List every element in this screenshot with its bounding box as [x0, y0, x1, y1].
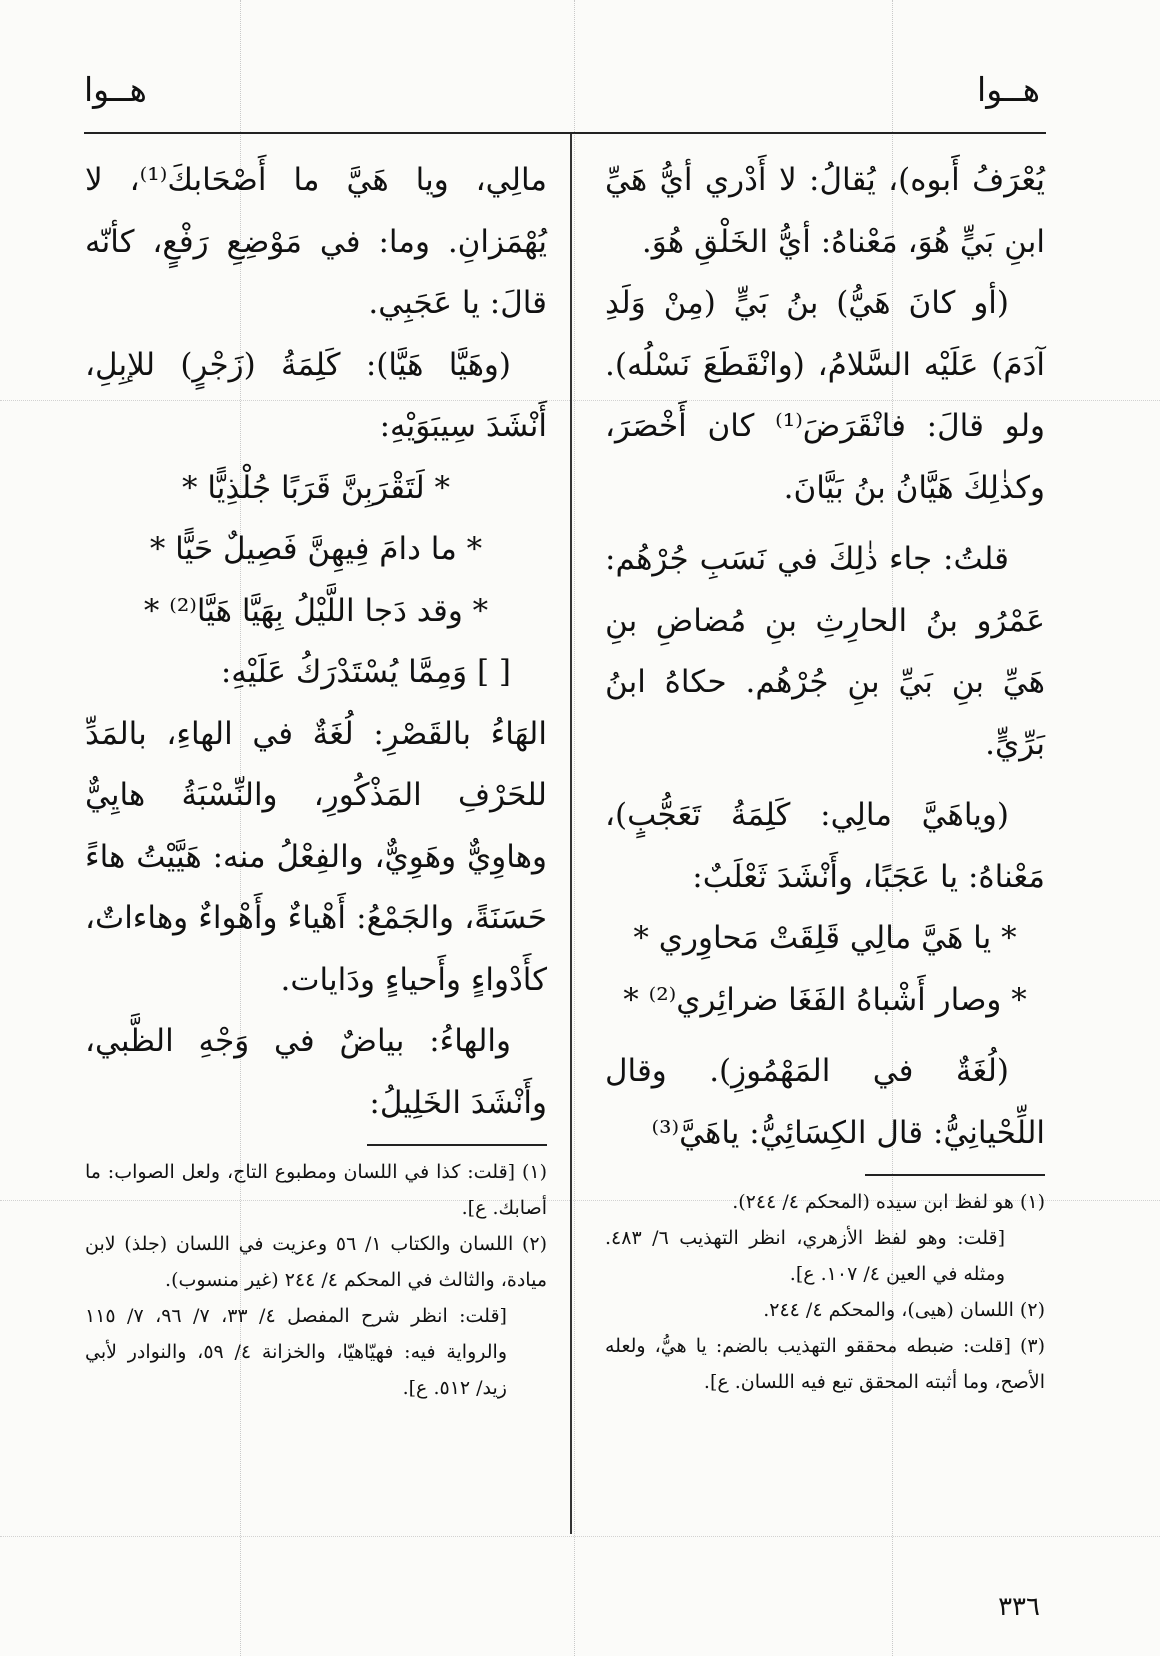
- left-column-body: [85, 150, 547, 1134]
- footnote: (٢) اللسان (هيى)، والمحكم ٤/ ٢٤٤.: [763, 1299, 1045, 1321]
- right-column: [605, 150, 1045, 1400]
- footnote: [قلت: وهو لفظ الأزهري، انظر التهذيب ٦/ ٤٨٣. ومثله في العين ٤/ ١٠٧. ع].: [605, 1227, 1005, 1285]
- paragraph: والهاءُ: بياضٌ في وَجْهِ الظَّبي، وأَنْشَدَ الخَلِيلُ:: [85, 1023, 547, 1121]
- footnote: (١) هو لفظ ابن سيده (المحكم ٤/ ٢٤٤).: [732, 1191, 1045, 1213]
- verse-line: * ما دامَ فِيهِنَّ فَصِيلٌ حَيًّا *: [149, 531, 483, 567]
- verse-line: * لَتَقْرَبِنَّ قَرَبًا جُلْذِيًّا *: [182, 469, 450, 506]
- right-column-body: [605, 150, 1045, 1164]
- footnote-rule: [865, 1174, 1045, 1176]
- scan-guide: [574, 0, 575, 1656]
- footnote: [قلت: انظر شرح المفصل ٤/ ٣٣، ٧/ ٩٦، ٧/ ١١٥ والرواية فيه: فهيّاهيّا، والخزانة ٤/ ٥٩، والنوادر لأبي زيد/ ٥١٢. ع].: [85, 1305, 507, 1399]
- scan-guide: [0, 1536, 1160, 1537]
- paragraph: الهَاءُ بالقَصْرِ: لُغَةٌ في الهاءِ، بالمَدِّ للحَرْفِ المَذْكُورِ، والنِّسْبَةُ هايِيٌّ وهاوِيٌّ وهَوِيٌّ، والفِعْلُ منه: هَيَّيْتُ هاءً حَسَنَةً، والجَمْعُ: أَهْياءٌ وأَهْواءٌ وهاءاتٌ، كأَدْواءٍ وأَحياءٍ ودَايات.: [85, 715, 547, 998]
- header-rule: [84, 132, 1046, 134]
- left-column-footnotes: [85, 1154, 547, 1406]
- right-column-footnotes: [605, 1184, 1045, 1400]
- footnote: (٣) [قلت: ضبطه محققو التهذيب بالضم: يا هيُّ، ولعله الأصح، وما أثبته المحقق تبع فيه اللسان. ع].: [605, 1335, 1045, 1393]
- column-divider: [570, 134, 572, 1534]
- verse-line: * وقد دَجا اللَّيْلُ بِهَيَّا هَيَّا⁽²⁾ *: [143, 592, 489, 629]
- paragraph: [ ] وَمِمَّا يُسْتَدْرَكُ عَلَيْهِ:: [220, 654, 511, 690]
- running-header-left: هــوا: [84, 70, 147, 109]
- footnote: (١) [قلت: كذا في اللسان ومطبوع التاج، ولعل الصواب: ما أصابك. ع].: [85, 1161, 547, 1219]
- left-column: [85, 150, 547, 1406]
- paragraph: قلتُ: جاء ذٰلِكَ في نَسَبِ جُرْهُم: عَمْرُو بنُ الحارِثِ بنِ مُضاضِ بنِ هَيِّ بنِ بَيِّ بنِ جُرْهُم. حكاهُ ابنُ بَرِّيٍّ.: [605, 541, 1045, 762]
- paragraph: يُعْرَفُ أَبوه)، يُقالُ: لا أَدْري أيُّ هَيِّ ابنِ بَيٍّ هُوَ، مَعْناهُ: أيُّ الخَلْقِ هُوَ.: [605, 162, 1045, 260]
- verse-line: * وصار أَشْباهُ الفَغَا ضرائِري⁽²⁾ *: [623, 981, 1027, 1018]
- paragraph: (وهَيَّا هَيَّا): كَلِمَةُ (زَجْرٍ) للإبِلِ، أَنْشَدَ سِيبَوَيْهِ:: [85, 346, 547, 444]
- footnote-rule: [367, 1144, 547, 1146]
- paragraph: مالِي، ويا هَيَّ ما أَصْحَابكَ⁽¹⁾، لا يُهْمَزانِ. وما: في مَوْضِعِ رَفْعٍ، كأنّه قالَ: يا عَجَبِي.: [85, 162, 548, 321]
- paragraph: (أو كانَ هَيُّ) بنُ بَيٍّ (مِنْ وَلَدِ آدَمَ) عَلَيْه السَّلامُ، (وانْقَطَعَ نَسْلُه). ولو قالَ: فانْقَرَضَ⁽¹⁾ كان أَخْصَرَ، وكذٰلِكَ هَيَّانُ بنُ بَيَّانَ.: [605, 285, 1046, 506]
- running-header-right: هــوا: [977, 70, 1040, 109]
- paragraph: (لُغَةٌ في المَهْمُوزِ). وقال اللِّحْيانِيُّ: قال الكِسَائِيُّ: ياهَيَّ⁽³⁾: [605, 1053, 1045, 1151]
- verse-line: * يا هَيَّ مالِي قَلِقَتْ مَحاوِري *: [633, 920, 1017, 956]
- paragraph: (وياهَيَّ مالِي: كَلِمَةُ تَعَجُّبٍ)، مَعْناهُ: يا عَجَبًا، وأَنْشَدَ ثَعْلَبٌ:: [605, 797, 1045, 895]
- page-number: ٣٣٦: [998, 1592, 1040, 1622]
- footnote: (٢) اللسان والكتاب ١/ ٥٦ وعزيت في اللسان (جلذ) لابن ميادة، والثالث في المحكم ٤/ ٢٤٤ (غير منسوب).: [85, 1233, 547, 1291]
